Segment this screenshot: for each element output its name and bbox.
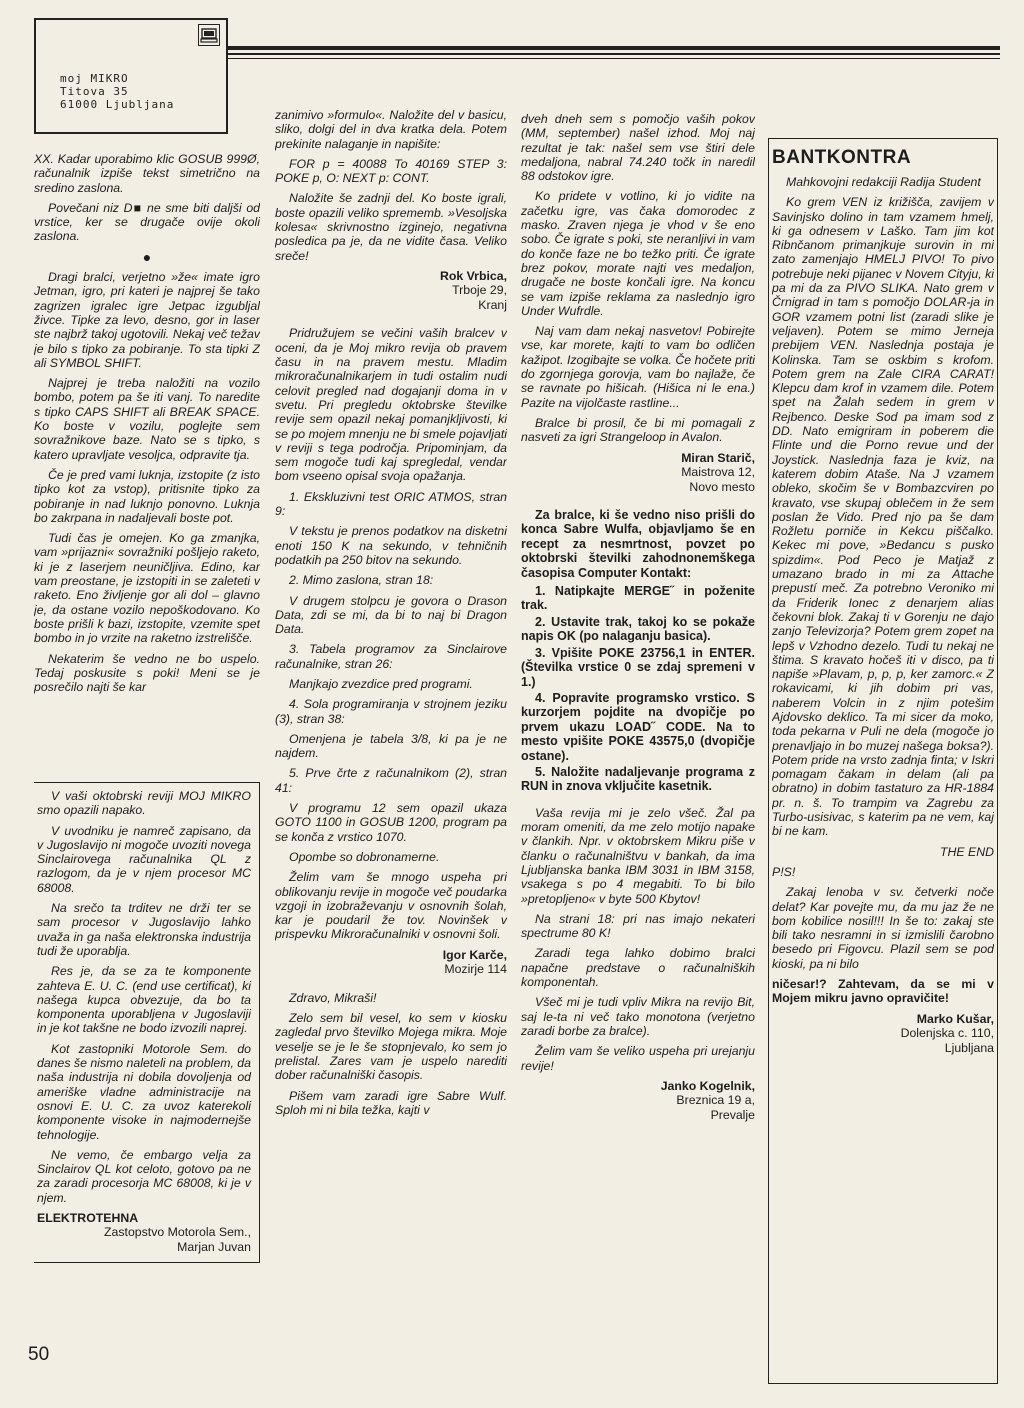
address-lines (60, 72, 174, 111)
paragraph: Ko pridete v votlino, ki jo vidite na začetku igre, vas čaka domorodec z masko. Zraven njega je vhod v še eno sobo. Če igrate s poki, ste neranljivi in vam do konče faze ne bo težko priti. Če igrate brez pokov, morate najti ves medaljon, drugače ne boste končali igre. Na koncu se vam izpiše reklama za naslednjo igro Under Wufrdle. (521, 189, 755, 318)
paragraph: Omenjena je tabela 3/8, ki pa je ne najdem. (275, 731, 507, 761)
signature-line: Maistrova 12, (681, 465, 755, 480)
paragraph: Ne vemo, če embargo velja za Sinclairov QL kot celoto, gotovo pa ne za zaradi procesorja MC 68008, ki je v njem. (37, 1147, 251, 1205)
bantkontra-title: BANTKONTRA (772, 147, 912, 168)
signature (37, 1225, 251, 1254)
paragraph: 4. Sola programiranja v strojnem jeziku (3), stran 38: (275, 697, 507, 726)
page-number: 50 (28, 1344, 50, 1365)
signature-line: Prevalje (710, 1107, 755, 1122)
paragraph: 5. Prve črte z računalnikom (2), stran 41: (275, 766, 507, 795)
recipe-step: 4. Popravite programsko vrstico. S kurzorjem pojdite na dvopičje po prvem ukazu LOAD˝ CODE. Na to mesto vpišite POKE 43575,0 (dvopičje ostane). (521, 690, 755, 763)
code-line: FOR p = 40088 To 40169 STEP 3: POKE p, O: NEXT p: CONT. (275, 156, 507, 186)
paragraph: V tekstu je prenos podatkov na disketni enoti 150 K na sekundo, v tehničnih podatkih pa 250 bitov na sekundo. (275, 524, 507, 567)
recipe-step: 1. Natipkajte MERGE˝ in poženite trak. (521, 584, 755, 613)
signature-line: Dolenjska c. 110, (900, 1026, 994, 1041)
bullet-icon: ● (142, 248, 152, 265)
organization-name: ELEKTROTEHNA (37, 1211, 139, 1226)
paragraph: Zaradi tega lahko dobimo bralci napačne predstave o računalniških komponentah. (521, 946, 755, 990)
signature-line: Breznica 19 a, (676, 1093, 755, 1108)
paragraph: Najprej je treba naložiti na vozilo bombo, potem pa še iti vanj. To naredite s tipko CAPS SHIFT ali BREAK SPACE. Ko boste v vozilu, poglejte sem sovražnikove baze. Nato se s tipko, s katero upravljate vesoljca, odpravite tja. (34, 376, 260, 462)
header-rule (228, 58, 1000, 59)
bold-recipe (521, 508, 755, 794)
paragraph: Na srečo ta trditev ne drži ter se sam procesor v Jugoslavijo lahko uvaža in ga naša elektronska industrija tudi že uporablja. (37, 901, 251, 958)
header-rule (228, 46, 1000, 50)
recipe-step: 3. Vpišite POKE 23756,1 in ENTER. (Številka vrstice 0 se zdaj spremeni v 1.) (521, 645, 755, 689)
recipe-step: 2. Ustavite trak, takoj ko se pokaže napis OK (po nalaganju basica). (521, 614, 755, 644)
signature-name: Janko Kogelnik, (660, 1078, 755, 1093)
paragraph: Kot zastopniki Motorole Sem. do danes še nismo naleteli na problem, da naša industrija ni dobila dovoljenja od ameriške vladne administracije na osnovi E. U. C. za uvoz katerekoli komponente visoke in najmodernejše tehnologije. (37, 1041, 251, 1142)
paragraph: Naložite še zadnji del. Ko boste igrali, boste opazili veliko sprememb. »Vesoljska kolesa« skrivnostno izginejo, negativna posledica pa je, da ne vidite časa. Veliko sreče! (275, 191, 507, 263)
signature (275, 269, 507, 313)
signature (275, 948, 507, 977)
paragraph: P!S! (772, 864, 796, 879)
signature-name: Marko Kušar, (916, 1011, 994, 1026)
header-rule (228, 53, 1000, 55)
signature (772, 1012, 994, 1056)
signature-line: Zastopstvo Motorola Sem., (104, 1225, 251, 1240)
address-line: moj MIKRO (60, 72, 129, 85)
signature-name: Igor Karče, (442, 947, 507, 962)
paragraph: Nekaterim še vedno ne bo uspelo. Tedaj poskusite s poki! Meni se je posrečilo najti še kar (34, 651, 260, 695)
paragraph: Pišem vam zaradi igre Sabre Wulf. Sploh mi ni bila težka, kajti v (275, 1088, 507, 1117)
signature-name: Rok Vrbica, (440, 268, 507, 283)
signature (521, 1079, 755, 1123)
paragraph: 2. Mimo zaslona, stran 18: (289, 573, 434, 588)
the-end-label: THE END (940, 844, 994, 859)
paragraph: Všeč mi je tudi vpliv Mikra na revijo Bit, saj le-ta ni več tako monotona (verjetno zaradi borbe za bralce). (521, 995, 755, 1038)
paragraph: XX. Kadar uporabimo klic GOSUB 999Ø, računalnik izpiše tekst simetrično na sredino zaslona. (34, 152, 260, 195)
signature-line: Marjan Juvan (177, 1239, 251, 1254)
signature-line: Ljubljana (944, 1040, 994, 1055)
paragraph: Mahkovojni redakciji Radija Student (786, 175, 981, 189)
paragraph: zanimivo »formulo«. Naložite del v basicu, sliko, dolgi del in dva kratka dela. Potem prekinite nalaganje in napišite: (275, 108, 507, 151)
paragraph: Ko grem VEN iz križišča, zavijem v Savinjsko dolino in tam vzamem hmelj, ki ga odnesem v Laško. Tam jim kot Ribnčanom primanjkuje surovin in mi zato zamenjajo HMELJ PIVO! To pivo potrebuje neki pijanec v Novem Cityju, ki pa mi da za PIVO SLIKA. Nato grem v Črnigrad in tam s pomočjo DOLAR-ja in GOR vzamem potni list (zaradi slike je veljaven). Potem se mimo Jerneja prebijem VEN. Naslednja postaja je Kolinska. Tam se oskbim s krofom. Potem grem na Zale CIRA CARAT! Klepcu dam krof in vzamem dile. Potem spet na Žalah sedem in grem v Rejbenco. Deske Sod pa imam sod z DD. Nato emigriram in poberem die Flinte und die Porno revue und der Joystick. Naslednja faza je kviz, na katerem dobim Ataše. Na J vzamem obleko, skočim še v Bombazcviren po kravato, vse skupaj oblečem in že sem poslan že Vido. Pred njo pa še dam Rožletu porniče in Kekcu piščalko. Kekec mi pove, »Bedancu s pusko spizdim«. Pod Peco je Matjaž z umazano brado in mi za Attache prepustí meč. Za potrebno Veroniko mi da Friderik Ionec z denarjem alias čekovni blok. Zakaj ti v Gorenju ne dajo zanjo Televizorja? Potem grem zopet na lepš v Vzhodno dezelo. Tudi tu nekaj ne štima. S kravato hočeš iti v disco, pa ti napiše »Plavam, p, p, p, ker zamorc.« Z rokavicami, ki jih dobim pri vas, naberem Volcin in z njim potešim Ajdovsko deklico. Ta mi sicer da moko, toda pekarna v Puli ne dela (mogoče jo prenavljajo in bo muzej našega boksa?). Potem pride na vrsto zadnja finta; v Iskri pomagam čakam in delam (ali pa obratno) in dobim tastaturo za HR-1884 pr. n. š. To trampim va Zagrebu za Turbo-usisivac, s katerim pa ne vem, kaj bi ne kam. (772, 195, 994, 839)
paragraph: Zakaj lenoba v sv. četverki noče delat? Kar povejte mu, da mu jaz že ne bom kobilice nosil!!! In še to: zakaj ste bili tako nesramni in si izmislili čarobno besedo pri Figovcu. Plazil sem se pod kioski, pa ni bilo (772, 885, 994, 971)
paragraph: Želim vam še mnogo uspeha pri oblikovanju revije in mogoče več poudarka vzgoji in izobraževanju v osnovnih šolah, kar je poudaril že tov. Novinšek v prispevku Mikroračunalniki v osnovni šoli. (275, 870, 507, 942)
paragraph: dveh dneh sem s pomočjo vaših pokov (MM, september) našel izhod. Moj naj rezultat je tak: našel sem vse štiri dele medaljona, nabral 74.240 točk in naredil 88 odstokov igre. (521, 112, 755, 184)
paragraph: Dragi bralci, verjetno »že« imate igro Jetman, igro, pri kateri je najprej še tako zagrizen igralec igre Jetpac izgubljal živce. Tipke za levo, desno, gor in laser ste najbrž takoj ugotovili. Nekaj več težav je bilo s tipko za pobiranje. To sta tipki Z ali SYMBOL SHIFT. (34, 270, 260, 370)
signature-line: Kranj (478, 297, 507, 312)
signature-line: Trboje 29, (452, 283, 507, 298)
signature-name: Miran Starič, (681, 450, 755, 465)
paragraph: Zelo sem bil vesel, ko sem v kiosku zagledal prvo številko Mojega mikra. Moje veselje se je le še stopnjevalo, ko sem jo prelistal. Zares vam je uspelo narediti dober računalniški časopis. (275, 1011, 507, 1083)
paragraph: 1. Ekskluzivni test ORIC ATMOS, stran 9: (275, 489, 507, 519)
paragraph: Naj vam dam nekaj nasvetov! Pobirejte vse, kar morete, kajti to vam bo odličen kažipot. Izogibajte se volka. Če hočete priti do zgornjega gorovja, vam bo najlaže, če se ravnate po hišicah. (Hišica ni le ena.) Pazite na vijolčaste rastline... (521, 324, 755, 410)
paragraph: Zdravo, Mikraši! (289, 990, 377, 1005)
computer-logo-icon (198, 24, 220, 46)
address-line: 61000 Ljubljana (60, 98, 175, 111)
signature-line: Mozirje 114 (444, 962, 507, 977)
paragraph: Tudi čas je omejen. Ko ga zmanjka, vam »prijazni« sovražniki pošljejo raketo, ki je z laserjem neuničljiva. Edino, kar vam preostane, je izstopiti in se zaleteti v raketo. Eno življenje gor ali dol – glavno je, da ostane vozilo nepoškodovano. Ko boste prišli k bazi, izstopite, vzemite spet bombo in jo vrzite na raketno izstrelišče. (34, 531, 260, 646)
boxed-letter (34, 782, 260, 1263)
column-3 (521, 112, 755, 1347)
recipe-step: 5. Naložite nadaljevanje programa z RUN in znova vključite kasetnik. (521, 764, 755, 794)
paragraph: V uvodniku je namreč zapisano, da v Jugoslavijo ni mogoče uvoziti novega Sinclairovega računalnika QL z razlogom, da je v njem procesor MC 68008. (37, 823, 251, 895)
paragraph: Želim vam še veliko uspeha pri urejanju revije! (521, 1044, 755, 1073)
paragraph: Povečani niz D■ ne sme biti daljši od vrstice, ker se drugače ovije okoli zaslona. (34, 200, 260, 244)
paragraph: Če je pred vami luknja, izstopite (z isto tipko kot za vstop), pritisnite tipko za pobiranje in nad luknjo ponovno. Luknja bo zakrpana in nadaljevali boste pot. (34, 467, 260, 525)
paragraph: Pridružujem se večini vaših bralcev v oceni, da je Moj mikro revija ob pravem času in na pravem mestu. Mladim mikroračunalnikarjem in tudi ostalim nudi celovit pregled nad dogajanji doma in v svetu. Pri pregledu oktobrske številke revije sem opazil nekaj pomanjkljivosti, ki se po mojem mnenju ne bi smele pojavljati v reviji s tega področja. Pripominjam, da sem mogoče tudi kaj spregledal, vendar bom vseeno opisal svoja opažanja. (275, 326, 507, 484)
paragraph: Na strani 18: pri nas imajo nekateri spectrume 80 K! (521, 911, 755, 941)
paragraph: 3. Tabela programov za Sinclairove računalnike, stran 26: (275, 642, 507, 671)
paragraph: Bralce bi prosil, če bi mi pomagali z nasveti za igri Strangeloop in Avalon. (521, 415, 755, 445)
paragraph: Manjkajo zvezdice pred programi. (289, 677, 473, 691)
paragraph: V programu 12 sem opazil ukaza GOTO 1100 in GOSUB 1200, program pa se konča z vrstico 1070. (275, 801, 507, 844)
signature (521, 451, 755, 495)
column-1-letter (34, 778, 260, 1318)
signature-line: Novo mesto (689, 479, 755, 494)
column-4-bantkontra (772, 147, 994, 1377)
paragraph: Opombe so dobronamerne. (289, 849, 440, 864)
column-2 (275, 108, 507, 1343)
column-1 (34, 152, 260, 768)
paragraph: V vaši oktobrski reviji MOJ MIKRO smo opazili napako. (37, 789, 251, 818)
paragraph: Res je, da se za te komponente zahteva E. U. C. (end use certificat), ki našega kupca obvezuje, da bo ta komponenta uporabljena v Jugoslaviji in je kot takšne ne bodo izvozili naprej. (37, 964, 251, 1036)
address-box (34, 18, 228, 134)
address-line: Titova 35 (60, 85, 129, 98)
bold-demand: ničesar!? Zahtevam, da se mi v Mojem mikru javno opravičite! (772, 977, 994, 1006)
bold-intro: Za bralce, ki še vedno niso prišli do konca Sabre Wulfa, objavljamo še en recept za nesmrtnost, povzet po oktobrski številki zahodnonemškega časopisa Computer Kontakt: (521, 508, 755, 580)
paragraph: V drugem stolpcu je govora o Drason Data, zdi se mi, da bi to naj bi Dragon Data. (275, 593, 507, 637)
paragraph: Vaša revija mi je zelo všeč. Žal pa moram omeniti, da me zelo motijo napake v člankih. Npr. v oktobrskem Mikru piše v članku o računalništvu v bankah, da ima Ljubljanska banka IBM 3031 in IBM 3158, vsakega s po 4 megabiti. To bi bilo »pretopljeno« v byte 500 Kbytov! (521, 805, 755, 906)
